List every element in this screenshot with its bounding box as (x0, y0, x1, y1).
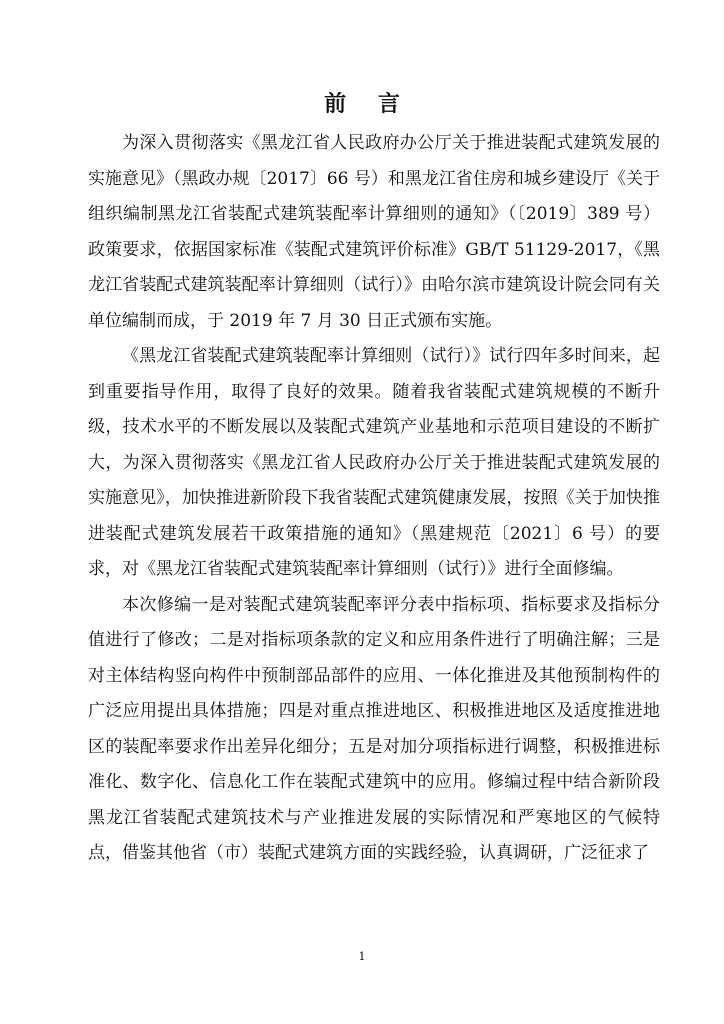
page-title: 前 言 (324, 91, 412, 117)
paragraph-1: 为深入贯彻落实《黑龙江省人民政府办公厅关于推进装配式建筑发展的实施意见》（黑政办规〔2017〕66 号）和黑龙江省住房和城乡建设厅《关于组织编制黑龙江省装配式建筑装配率计算细则的通知》（〔2019〕389 号）政策要求，依据国家标准《装配式建筑评价标准》GB/T 51129-2017，《黑龙江省装配式建筑装配率计算细则（试行）》由哈尔滨市建筑设计院会同有关单位编制而成，于 2019 年 7 月 30 日正式颁布实施。 (88, 133, 660, 331)
body-text (88, 126, 660, 872)
page-number: 1 (358, 950, 366, 963)
paragraph-2: 《黑龙江省装配式建筑装配率计算细则（试行）》试行四年多时间来，起到重要指导作用，取得了良好的效果。随着我省装配式建筑规模的不断升级，技术水平的不断发展以及装配式建筑产业基地和示范项目建设的不断扩大，为深入贯彻落实《黑龙江省人民政府办公厅关于推进装配式建筑发展的实施意见》，加快推进新阶段下我省装配式建筑健康发展，按照《关于加快推进装配式建筑发展若干政策措施的通知》（黑建规范〔2021〕6 号）的要求，对《黑龙江省装配式建筑装配率计算细则（试行）》进行全面修编。 (88, 346, 660, 579)
paragraph-3: 本次修编一是对装配式建筑装配率评分表中指标项、指标要求及指标分值进行了修改；二是对指标项条款的定义和应用条件进行了明确注解；三是对主体结构竖向构件中预制部品部件的应用、一体化推进及其他预制构件的广泛应用提出具体措施；四是对重点推进地区、积极推进地区及适度推进地区的装配率要求作出差异化细分；五是对加分项指标进行调整，积极推进标准化、数字化、信息化工作在装配式建筑中的应用。修编过程中结合新阶段黑龙江省装配式建筑技术与产业推进发展的实际情况和严寒地区的气候特点，借鉴其他省（市）装配式建筑方面的实践经验，认真调研，广泛征求了 (88, 594, 660, 863)
